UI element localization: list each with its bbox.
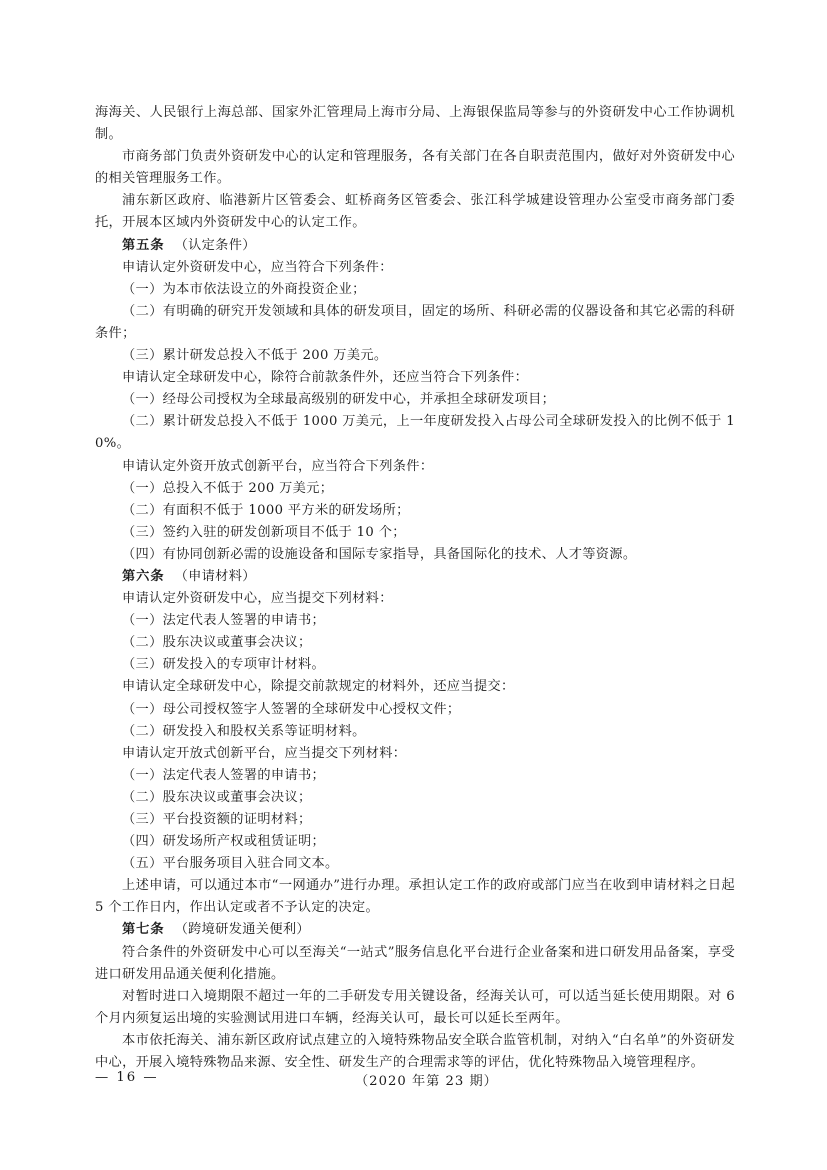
paragraph: （二）研发投入和股权关系等证明材料。 [122, 723, 366, 739]
article-number: 第六条 [122, 568, 165, 584]
paragraph: 本市依托海关、浦东新区政府试点建立的入境特殊物品安全联合监管机制，对纳入“白名单”的外资研发中心，开展入境特殊物品来源、安全性、研发生产的合理需求等的评估，优化特殊物品入境管理程序。 [95, 1032, 735, 1071]
paragraph: 申请认定开放式创新平台，应当提交下列材料： [122, 745, 407, 761]
paragraph: 申请认定全球研发中心，除提交前款规定的材料外，还应当提交： [122, 679, 515, 695]
paragraph: （三）研发投入的专项审计材料。 [122, 657, 326, 673]
paragraph: （一）为本市依法设立的外商投资企业； [122, 281, 366, 297]
paragraph: （二）有明确的研究开发领域和具体的研发项目，固定的场所、科研必需的仪器设备和其它必需的科研条件； [95, 303, 735, 341]
article-heading [95, 919, 735, 941]
paragraph: 符合条件的外资研发中心可以至海关“一站式”服务信息化平台进行企业备案和进口研发用品备案，享受进口研发用品通关便利化措施。 [95, 944, 735, 982]
paragraph: 申请认定全球研发中心，除符合前款条件外，还应当符合下列条件： [122, 370, 529, 386]
issue-label: （2020 年第 23 期） [355, 1074, 498, 1089]
paragraph: （三）平台投资额的证明材料； [122, 812, 312, 827]
paragraph: 浦东新区政府、临港新片区管委会、虹桥商务区管委会、张江科学城建设管理办公室受市商务部门委托，开展本区域内外资研发中心的认定工作。 [95, 193, 735, 231]
article-heading [95, 566, 735, 588]
paragraph: （一）母公司授权签字人签署的全球研发中心授权文件； [122, 701, 461, 717]
article-subtitle: （认定条件） [174, 237, 256, 253]
paragraph: （二）有面积不低于 1000 平方米的研发场所； [122, 502, 410, 518]
paragraph: （二）股东决议或董事会决议； [122, 789, 312, 805]
article-subtitle: （申请材料） [174, 568, 256, 584]
paragraph: （四）有协同创新必需的设施设备和国际专家指导，具备国际化的技术、人才等资源。 [122, 546, 637, 562]
article-heading [95, 235, 735, 257]
paragraph: （四）研发场所产权或租赁证明； [122, 834, 326, 850]
paragraph: 市商务部门负责外资研发中心的认定和管理服务，各有关部门在各自职责范围内，做好对外资研发中心的相关管理服务工作。 [95, 149, 735, 187]
document-body [95, 102, 735, 1074]
paragraph: （二）累计研发总投入不低于 1000 万美元，上一年度研发投入占母公司全球研发投入的比例不低于 10%。 [95, 414, 735, 452]
paragraph: 对暂时进口入境期限不超过一年的二手研发专用关键设备，经海关认可，可以适当延长使用期限。对 6 个月内须复运出境的实验测试用进口车辆，经海关认可，最长可以延长至两年。 [95, 988, 735, 1026]
paragraph: （一）经母公司授权为全球最高级别的研发中心，并承担全球研发项目； [122, 392, 556, 408]
paragraph: （一）法定代表人签署的申请书； [122, 767, 326, 783]
paragraph: 申请认定外资开放式创新平台，应当符合下列条件： [122, 458, 434, 474]
paragraph: （一）总投入不低于 200 万美元； [122, 480, 334, 496]
paragraph: （二）股东决议或董事会决议； [122, 635, 312, 651]
paragraph: （三）签约入驻的研发创新项目不低于 10 个； [122, 524, 406, 540]
paragraph: 申请认定外资研发中心，应当提交下列材料： [122, 591, 393, 607]
paragraph: 上述申请，可以通过本市“一网通办”进行办理。承担认定工作的政府或部门应当在收到申请材料之日起 5 个工作日内，作出认定或者不予认定的决定。 [95, 878, 735, 916]
paragraph: （一）法定代表人签署的申请书； [122, 613, 326, 629]
paragraph: 申请认定外资研发中心，应当符合下列条件： [122, 259, 393, 275]
paragraph: （三）累计研发总投入不低于 200 万美元。 [122, 348, 388, 364]
paragraph: （五）平台服务项目入驻合同文本。 [122, 856, 339, 872]
article-number: 第七条 [122, 922, 165, 938]
page-number: — 16 — [95, 1070, 159, 1085]
article-number: 第五条 [122, 237, 165, 253]
article-subtitle: （跨境研发通关便利） [174, 922, 310, 938]
paragraph: 海海关、人民银行上海总部、国家外汇管理局上海市分局、上海银保监局等参与的外资研发中心工作协调机制。 [95, 105, 735, 143]
